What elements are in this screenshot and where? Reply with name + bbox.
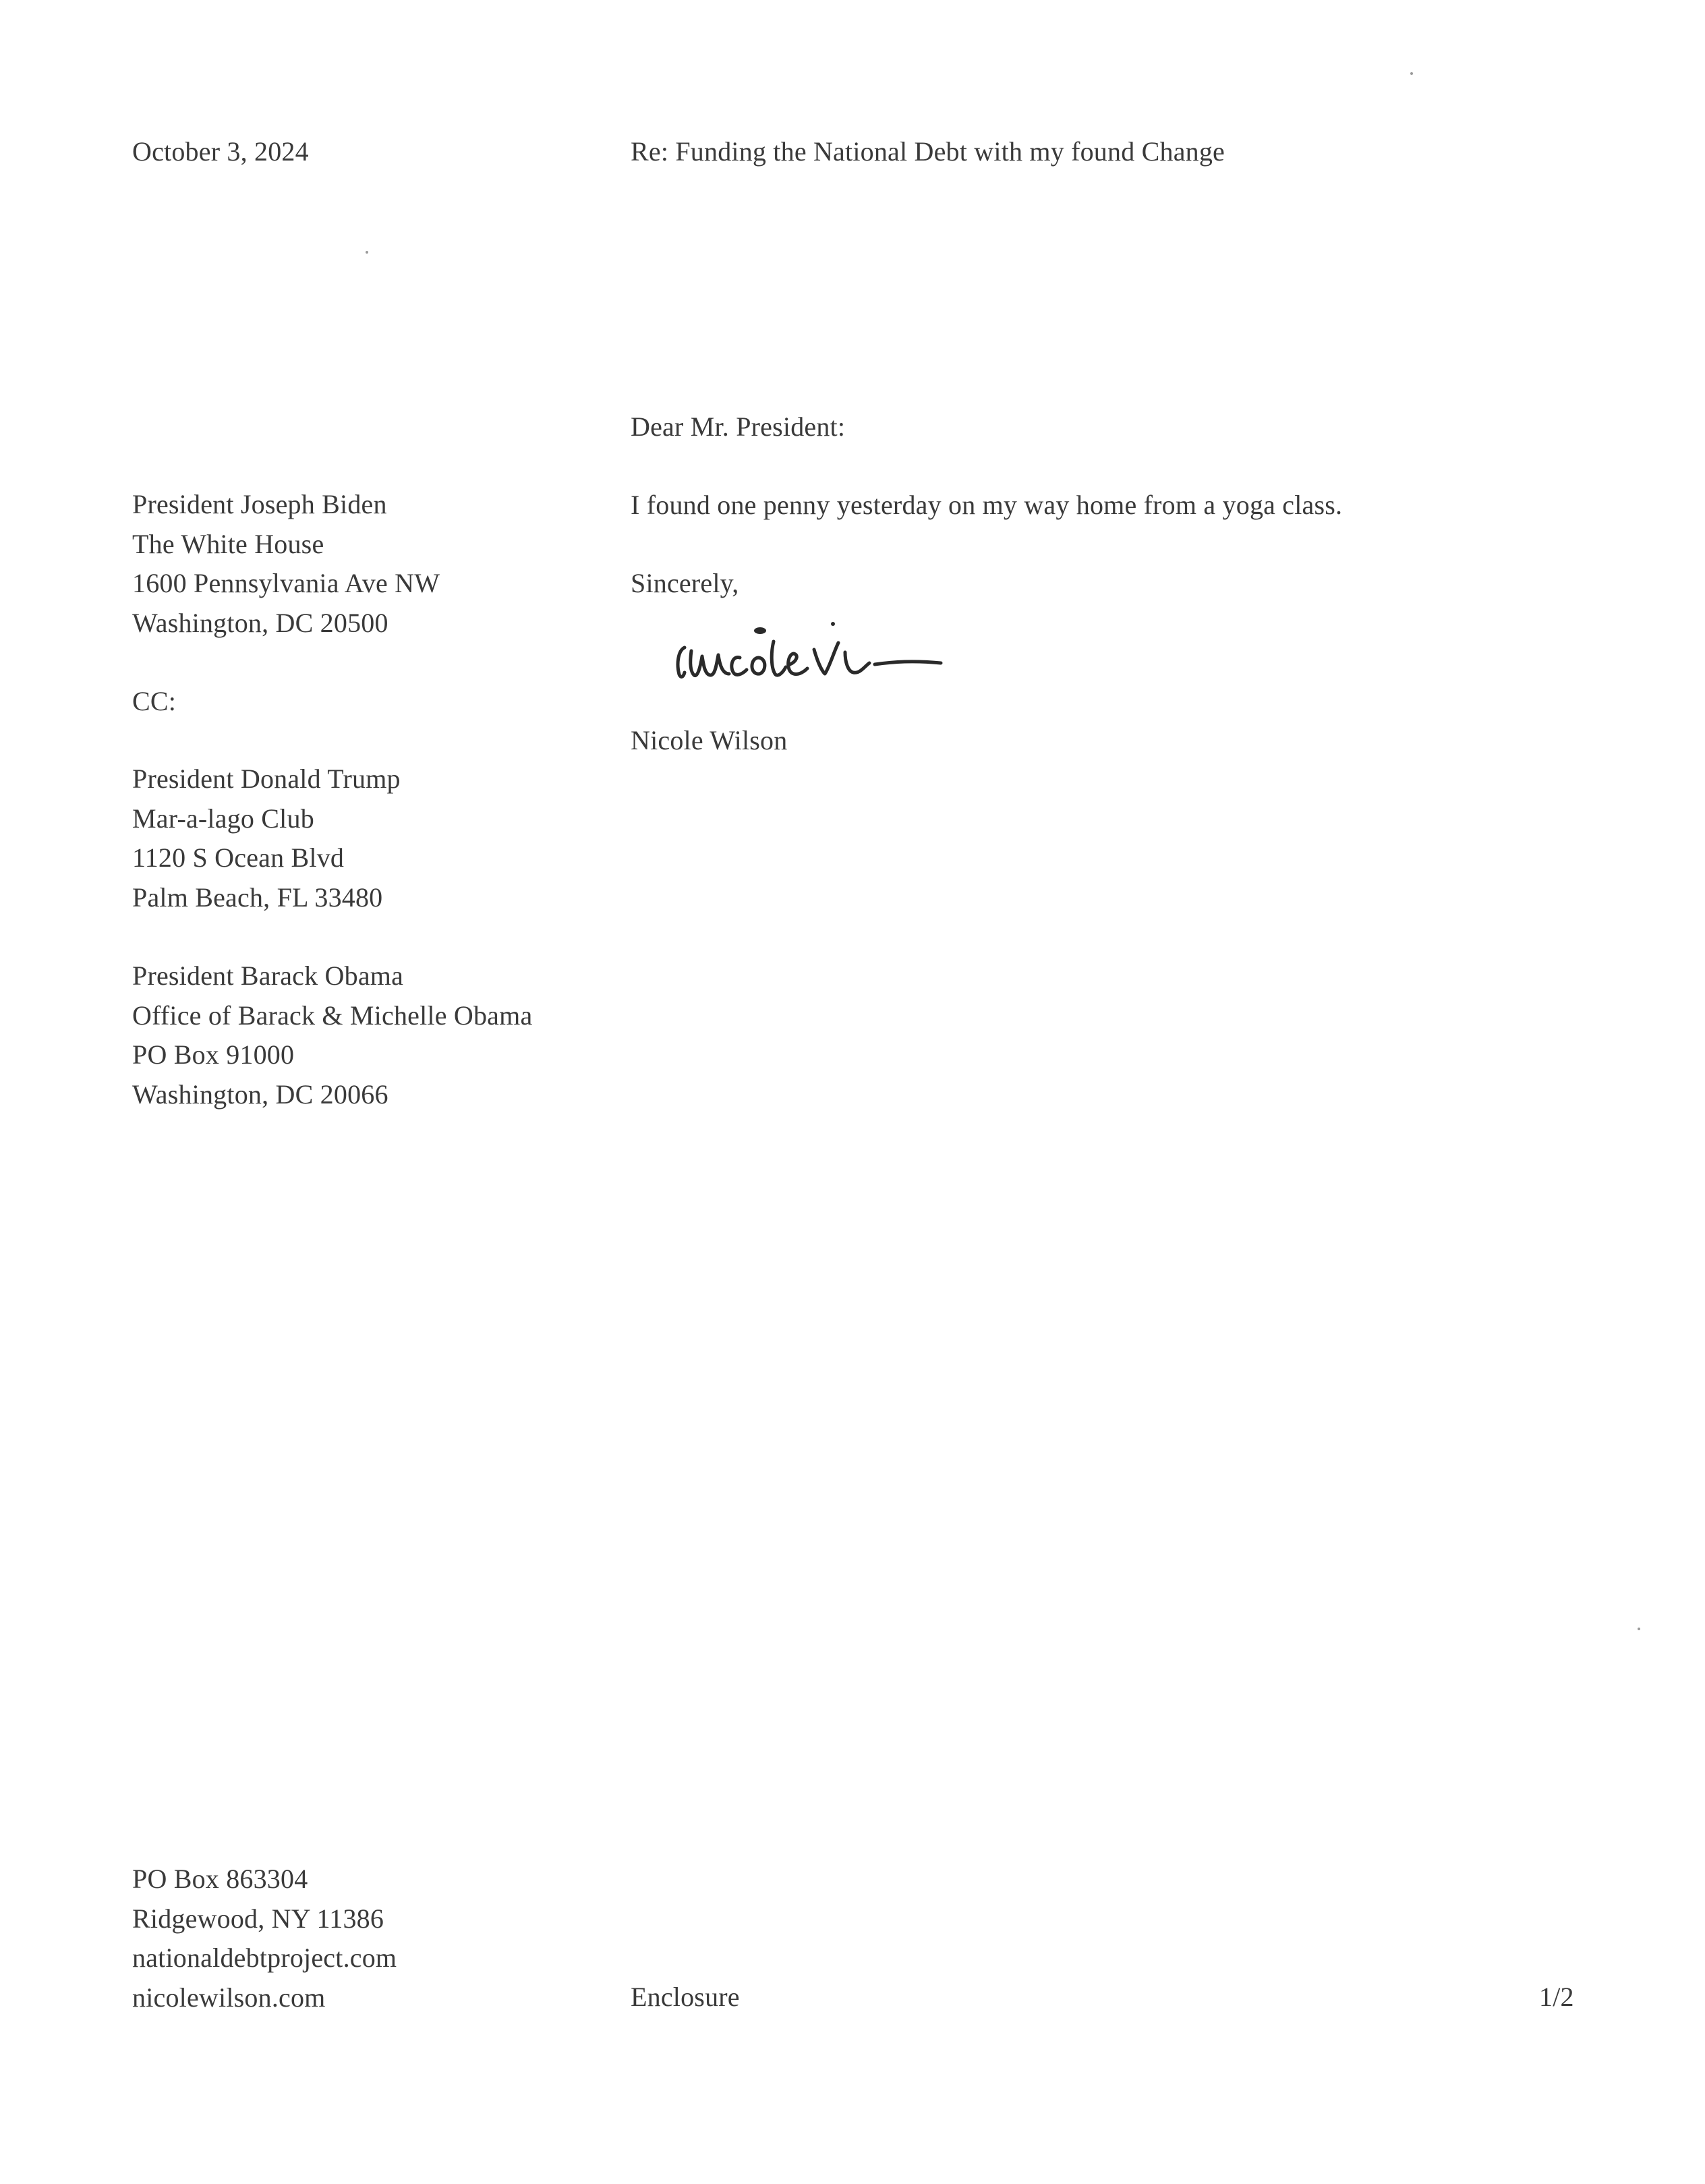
handwritten-signature <box>664 610 1029 705</box>
scan-speck <box>1638 1628 1640 1630</box>
letter-subject: Re: Funding the National Debt with my found Change <box>631 136 1225 167</box>
address-line: President Barack Obama <box>132 960 404 991</box>
closing: Sincerely, <box>631 568 739 598</box>
footer-line: nationaldebtproject.com <box>132 1943 397 1973</box>
address-line: 1120 S Ocean Blvd <box>132 842 345 873</box>
address-line: Mar-a-lago Club <box>132 803 314 834</box>
address-line: President Joseph Biden <box>132 489 387 519</box>
address-line: President Donald Trump <box>132 764 401 794</box>
sender-footer <box>132 1860 397 2017</box>
letter-body: I found one penny yesterday on my way home from a yoga class. <box>631 490 1343 520</box>
address-line: PO Box 91000 <box>132 1039 295 1070</box>
footer-line: nicolewilson.com <box>132 1982 326 2013</box>
enclosure-note: Enclosure <box>631 1982 740 2012</box>
recipient-address <box>132 485 440 643</box>
scan-speck <box>366 251 368 254</box>
signer-name: Nicole Wilson <box>631 725 788 755</box>
salutation: Dear Mr. President: <box>631 411 846 442</box>
scan-speck <box>1410 72 1413 75</box>
cc-label: CC: <box>132 686 177 716</box>
cc-recipient-address <box>132 759 401 917</box>
address-line: Washington, DC 20066 <box>132 1079 388 1110</box>
address-line: Office of Barack & Michelle Obama <box>132 1000 533 1031</box>
address-line: The White House <box>132 528 324 559</box>
footer-line: Ridgewood, NY 11386 <box>132 1903 384 1934</box>
letter-date: October 3, 2024 <box>132 136 309 167</box>
address-line: Washington, DC 20500 <box>132 607 388 638</box>
footer-line: PO Box 863304 <box>132 1864 308 1894</box>
address-line: Palm Beach, FL 33480 <box>132 882 383 913</box>
cc-recipient-address <box>132 956 532 1114</box>
page-number: 1/2 <box>1539 1982 1574 2012</box>
address-line: 1600 Pennsylvania Ave NW <box>132 568 440 598</box>
